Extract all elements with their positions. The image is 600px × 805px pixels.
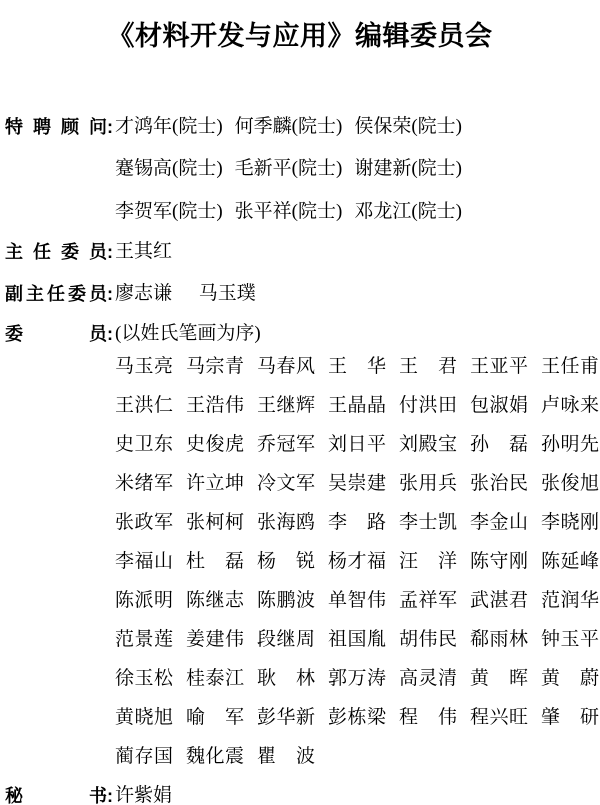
- member-name: 肇研: [541, 707, 599, 728]
- advisor-name: 张平祥(院士): [234, 201, 343, 222]
- member-name: 李金山: [470, 512, 528, 533]
- member-name: 王继辉: [257, 395, 315, 416]
- member-name: 张治民: [470, 473, 528, 494]
- advisors-row-1: [5, 115, 600, 139]
- advisor-name: 李贺军(院士): [115, 201, 223, 222]
- member-name: 张政军: [115, 512, 173, 533]
- member-name: 黄蔚: [541, 668, 599, 689]
- role-label-secretary: [5, 784, 115, 805]
- member-name: 卢咏来: [541, 395, 599, 416]
- member-name: 乔冠军: [257, 434, 315, 455]
- member-name: 史俊虎: [186, 434, 244, 455]
- member-name: 李士凯: [399, 512, 457, 533]
- member-name: 程兴旺: [470, 707, 528, 728]
- member-name: 王君: [399, 356, 457, 377]
- members-grid-row: [5, 706, 600, 737]
- members-grid-row: [5, 472, 600, 503]
- member-name: 范润华: [541, 590, 599, 611]
- advisor-name: 何季麟(院士): [234, 116, 343, 137]
- vice-chairman-row: [5, 282, 600, 306]
- member-name: 米绪军: [115, 473, 173, 494]
- advisor-name: 侯保荣(院士): [354, 116, 462, 137]
- member-name: 王浩伟: [186, 395, 244, 416]
- member-name: 付洪田: [399, 395, 457, 416]
- member-name: 范景莲: [115, 629, 173, 650]
- member-name: 陈延峰: [541, 551, 599, 572]
- members-sort-note: (以姓氏笔画为序): [115, 323, 261, 344]
- member-name-list: [115, 745, 600, 776]
- member-name-list: [115, 628, 600, 659]
- member-name: 胡伟民: [399, 629, 457, 650]
- members-grid-row: [5, 628, 600, 659]
- member-name: 彭栋梁: [328, 707, 386, 728]
- secretary-name-list: [115, 784, 600, 805]
- member-name: 马玉亮: [115, 356, 173, 377]
- member-name: 彭华新: [257, 707, 315, 728]
- role-label-text: 秘书: [5, 786, 107, 805]
- member-name: 杨锐: [257, 551, 315, 572]
- member-name: 史卫东: [115, 434, 173, 455]
- members-grid-row: [5, 589, 600, 620]
- member-name: 张俊旭: [541, 473, 599, 494]
- member-name: 刘殿宝: [399, 434, 457, 455]
- role-label-members: [5, 322, 115, 346]
- member-name: 徐玉松: [115, 668, 173, 689]
- role-label-text: 副主任委员: [5, 284, 107, 304]
- advisor-name: 才鸿年(院士): [115, 116, 223, 137]
- colon: :: [107, 284, 113, 304]
- advisor-name-list: [115, 115, 600, 139]
- colon: :: [107, 324, 113, 344]
- members-note-wrap: [115, 322, 600, 346]
- advisors-row-3: [5, 200, 600, 224]
- role-label-text: 主任委员: [5, 242, 107, 262]
- member-name: 李福山: [115, 551, 173, 572]
- member-name: 蔺存国: [115, 746, 173, 767]
- member-name-list: [115, 355, 600, 386]
- role-label-text: 委员: [5, 324, 107, 344]
- member-name-list: [115, 433, 600, 464]
- member-name-list: [115, 511, 600, 542]
- member-name-list: [115, 667, 600, 698]
- member-name: 许立坤: [186, 473, 244, 494]
- secretary-row: [5, 784, 600, 805]
- member-name: 钟玉平: [541, 629, 599, 650]
- member-name: 黄晓旭: [115, 707, 173, 728]
- role-label-advisors: [5, 115, 115, 139]
- member-name: 孟祥军: [399, 590, 457, 611]
- members-grid-row: [5, 433, 600, 464]
- member-name: 王晶晶: [328, 395, 386, 416]
- member-name: 陈鹏波: [257, 590, 315, 611]
- member-name: 马宗青: [186, 356, 244, 377]
- members-grid-row: [5, 550, 600, 581]
- member-name: 高灵清: [399, 668, 457, 689]
- member-name: 喻军: [186, 707, 244, 728]
- member-name: 陈继志: [186, 590, 244, 611]
- member-name: 郗雨林: [470, 629, 528, 650]
- colon: :: [107, 786, 113, 805]
- advisor-name-list: [115, 200, 600, 224]
- advisor-name: 谢建新(院士): [354, 158, 462, 179]
- member-name: 祖国胤: [328, 629, 386, 650]
- member-name: 耿林: [257, 668, 315, 689]
- role-label-text: 特聘顾问: [5, 117, 107, 137]
- member-name: 张柯柯: [186, 512, 244, 533]
- member-name: 姜建伟: [186, 629, 244, 650]
- advisor-name: 邓龙江(院士): [354, 201, 462, 222]
- advisor-name: 毛新平(院士): [234, 158, 343, 179]
- secretary-name: 许紫娟: [115, 785, 173, 805]
- member-name: 桂泰江: [186, 668, 244, 689]
- member-name: 魏化震: [186, 746, 244, 767]
- role-label-vice-chairman: [5, 282, 115, 306]
- advisors-row-2: [5, 157, 600, 181]
- members-grid-row: [5, 667, 600, 698]
- member-name-list: [115, 472, 600, 503]
- member-name: 王洪仁: [115, 395, 173, 416]
- colon: :: [107, 242, 113, 262]
- chairman-name: 王其红: [115, 241, 173, 262]
- advisor-name: 蹇锡高(院士): [115, 158, 223, 179]
- member-name-list: [115, 394, 600, 425]
- member-name: 刘日平: [328, 434, 386, 455]
- vice-chairman-name: 马玉璞: [198, 283, 256, 304]
- colon: :: [107, 117, 113, 137]
- chairman-name-list: [115, 240, 600, 264]
- member-name: 李路: [328, 512, 386, 533]
- member-name: 李晓刚: [541, 512, 599, 533]
- member-name: 陈守刚: [470, 551, 528, 572]
- member-name: 马春风: [257, 356, 315, 377]
- member-name: 孙明先: [541, 434, 599, 455]
- member-name-list: [115, 589, 600, 620]
- members-grid-row: [5, 511, 600, 542]
- member-name: 汪洋: [399, 551, 457, 572]
- member-name-list: [115, 550, 600, 581]
- member-name: 吴崇建: [328, 473, 386, 494]
- member-name: 杜磊: [186, 551, 244, 572]
- members-label-row: [5, 322, 600, 346]
- member-name: 王亚平: [470, 356, 528, 377]
- members-grid-row: [5, 394, 600, 425]
- advisor-name-list: [115, 157, 600, 181]
- members-grid-row: [5, 745, 600, 776]
- member-name: 武湛君: [470, 590, 528, 611]
- member-name: 陈派明: [115, 590, 173, 611]
- vice-chairman-name-list: [115, 282, 600, 306]
- member-name: 孙磊: [470, 434, 528, 455]
- role-label-chairman: [5, 240, 115, 264]
- member-name: 王华: [328, 356, 386, 377]
- member-name: 段继周: [257, 629, 315, 650]
- member-name: 冷文军: [257, 473, 315, 494]
- chairman-row: [5, 240, 600, 264]
- member-name: 张用兵: [399, 473, 457, 494]
- vice-chairman-name: 廖志谦: [115, 283, 173, 304]
- member-name: 包淑娟: [470, 395, 528, 416]
- member-name: 杨才福: [328, 551, 386, 572]
- member-name: 黄晖: [470, 668, 528, 689]
- member-name: 单智伟: [328, 590, 386, 611]
- member-name: 张海鸥: [257, 512, 315, 533]
- member-name: 郭万涛: [328, 668, 386, 689]
- member-name: 程伟: [399, 707, 457, 728]
- member-name-list: [115, 706, 600, 737]
- members-grid-row: [5, 355, 600, 386]
- member-name: 瞿波: [257, 746, 315, 767]
- page-title: 《材料开发与应用》编辑委员会: [107, 21, 493, 51]
- member-name: 王任甫: [541, 356, 599, 377]
